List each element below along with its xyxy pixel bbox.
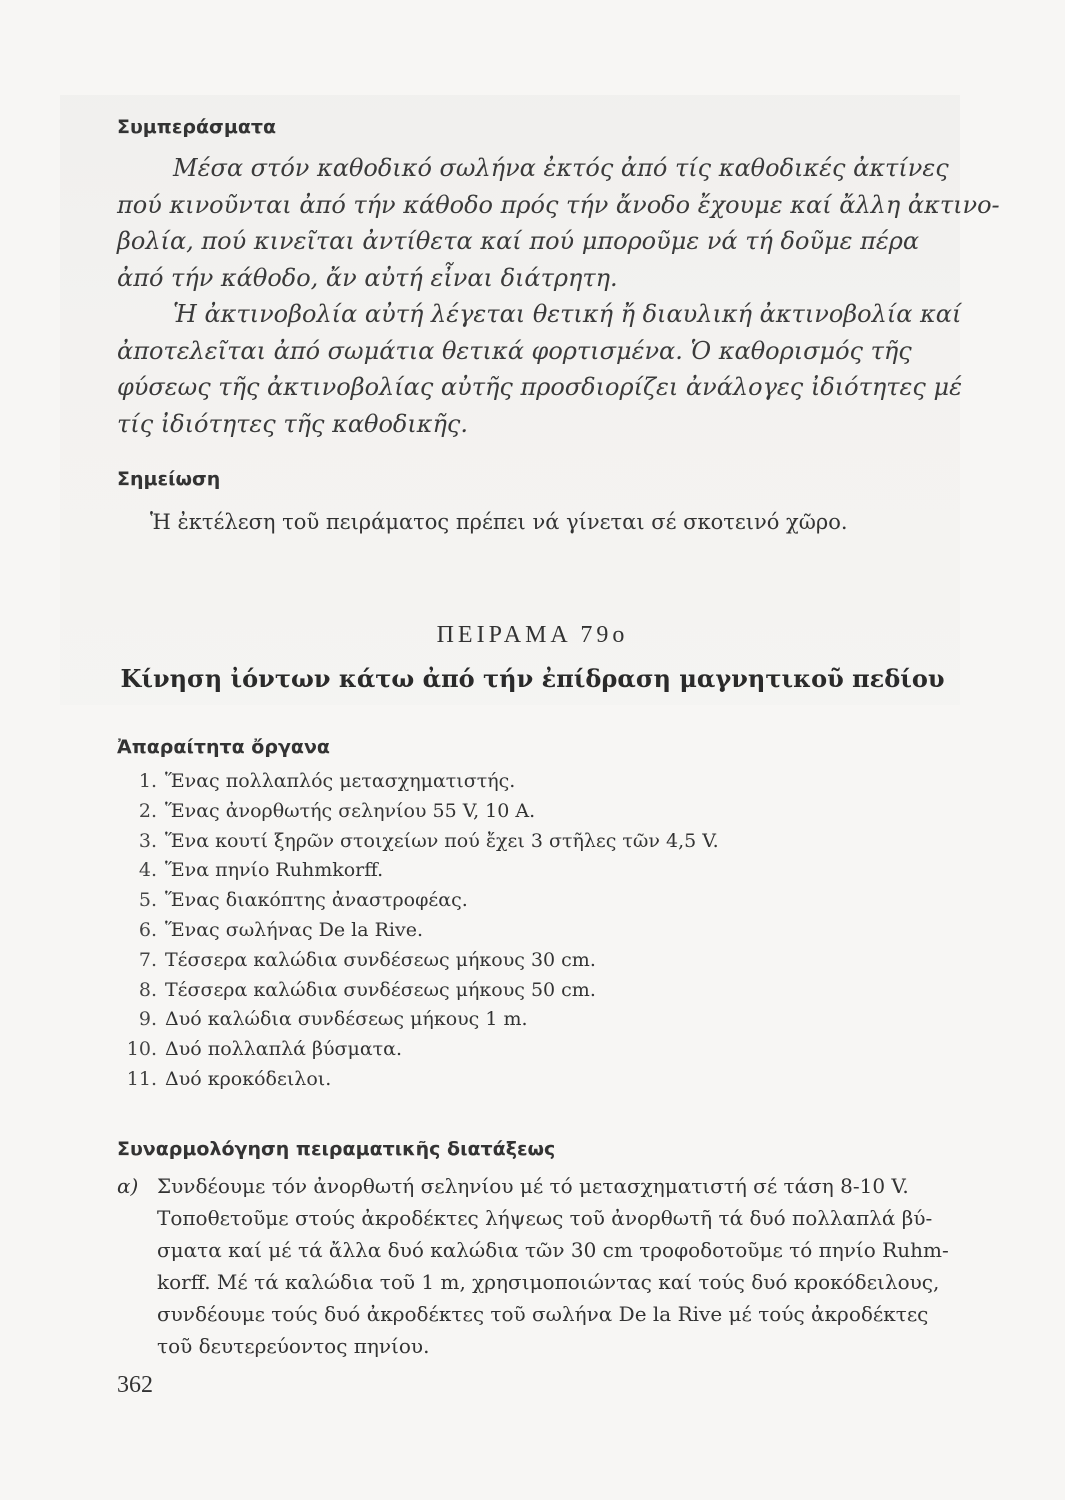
list-item <box>117 1065 719 1095</box>
item-number: 9. <box>138 1008 157 1031</box>
item-text: Ἕνα πηνίο Ruhmkorff. <box>165 859 384 882</box>
item-number: 10. <box>126 1038 157 1061</box>
assembly-paragraph <box>117 1170 947 1362</box>
conclusions-line: ἀποτελεῖται ἀπό σωμάτια θετικά φορτισμένα. Ὁ καθορισμός τῆς <box>117 336 912 365</box>
equipment-heading: Ἀπαραίτητα ὄργανα <box>117 736 330 758</box>
conclusions-line: φύσεως τῆς ἀκτινοβολίας αὐτῆς προσδιορίζει ἀνάλογες ἰδιότητες μέ <box>117 373 962 401</box>
assembly-line: τοῦ δευτερεύοντος πηνίου. <box>157 1334 430 1358</box>
list-item <box>117 1005 719 1035</box>
assembly-line <box>117 1170 947 1202</box>
list-item <box>117 827 719 857</box>
list-item <box>117 797 719 827</box>
item-number: 5. <box>138 889 157 912</box>
item-number: 3. <box>138 829 157 852</box>
item-text: Ἕνας πολλαπλός μετασχηματιστής. <box>165 770 516 792</box>
item-text: Τέσσερα καλώδια συνδέσεως μήκους 30 cm. <box>165 948 596 971</box>
step-label: α) <box>117 1174 139 1198</box>
conclusions-heading: Συμπεράσματα <box>117 116 277 138</box>
assembly-line: σματα καί μέ τά ἄλλα δυό καλώδια τῶν 30 cm τροφοδοτοῦμε τό πηνίο Ruhm- <box>157 1238 949 1262</box>
note-heading: Σημείωση <box>117 468 221 490</box>
assembly-line-text: Συνδέουμε τόν ἀνορθωτή σεληνίου μέ τό μετασχηματιστή σέ τάση 8-10 V. <box>157 1174 909 1198</box>
item-text: Ἕνα κουτί ξηρῶν στοιχείων πού ἔχει 3 στῆλες τῶν 4,5 V. <box>165 829 719 852</box>
item-text: Ἕνας ἀνορθωτής σεληνίου 55 V, 10 A. <box>165 799 536 822</box>
item-text: Δυό καλώδια συνδέσεως μήκους 1 m. <box>165 1008 528 1031</box>
list-item <box>117 1035 719 1065</box>
item-text: Δυό κροκόδειλοι. <box>165 1067 332 1090</box>
note-text: Ἡ ἐκτέλεση τοῦ πειράματος πρέπει νά γίνεται σέ σκοτεινό χῶρο. <box>150 510 848 534</box>
experiment-title: Κίνηση ἰόντων κάτω ἀπό τήν ἐπίδραση μαγνητικοῦ πεδίου <box>120 664 945 693</box>
item-number: 8. <box>138 978 157 1001</box>
list-item <box>117 886 719 916</box>
assembly-line: Τοποθετοῦμε στούς ἀκροδέκτες λήψεως τοῦ ἀνορθωτῆ τά δυό πολλαπλά βύ- <box>157 1206 933 1230</box>
page-number: 362 <box>117 1372 153 1398</box>
list-item <box>117 767 719 797</box>
item-number: 11. <box>126 1067 157 1090</box>
conclusions-line: ἀπό τήν κάθοδο, ἄν αὐτή εἶναι διάτρητη. <box>117 263 618 292</box>
item-number: 2. <box>138 799 157 822</box>
list-item <box>117 976 719 1006</box>
conclusions-line: Μέσα στόν καθοδικό σωλήνα ἐκτός ἀπό τίς καθοδικές ἀκτίνες <box>173 154 949 182</box>
item-number: 1. <box>138 770 157 792</box>
list-item <box>117 946 719 976</box>
conclusions-line: Ἡ ἀκτινοβολία αὐτή λέγεται θετική ἤ διαυλική ἀκτινοβολία καί <box>173 300 962 328</box>
item-number: 4. <box>138 859 157 882</box>
assembly-line: korff. Μέ τά καλώδια τοῦ 1 m, χρησιμοποιώντας καί τούς δυό κροκόδειλους, <box>157 1270 940 1294</box>
conclusions-paragraph <box>117 150 1000 442</box>
item-text: Τέσσερα καλώδια συνδέσεως μήκους 50 cm. <box>165 978 596 1001</box>
item-text: Ἕνας σωλήνας De la Rive. <box>165 918 424 941</box>
list-item <box>117 856 719 886</box>
item-number: 6. <box>138 918 157 941</box>
assembly-heading: Συναρμολόγηση πειραματικῆς διατάξεως <box>117 1138 556 1160</box>
item-number: 7. <box>138 948 157 971</box>
list-item <box>117 916 719 946</box>
conclusions-line: πού κινοῦνται ἀπό τήν κάθοδο πρός τήν ἄνοδο ἔχουμε καί ἄλλη ἀκτινο- <box>117 190 1000 219</box>
item-text: Δυό πολλαπλά βύσματα. <box>165 1038 403 1061</box>
assembly-line: συνδέουμε τούς δυό ἀκροδέκτες τοῦ σωλήνα De la Rive μέ τούς ἀκροδέκτες <box>157 1302 929 1326</box>
item-text: Ἕνας διακόπτης ἀναστροφέας. <box>165 889 468 912</box>
equipment-list <box>117 767 719 1095</box>
conclusions-line: βολία, πού κινεῖται ἀντίθετα καί πού μποροῦμε νά τή δοῦμε πέρα <box>117 227 920 255</box>
experiment-number: ΠΕΙΡΑΜΑ 79ο <box>436 622 629 648</box>
conclusions-line: τίς ἰδιότητες τῆς καθοδικῆς. <box>117 409 468 438</box>
